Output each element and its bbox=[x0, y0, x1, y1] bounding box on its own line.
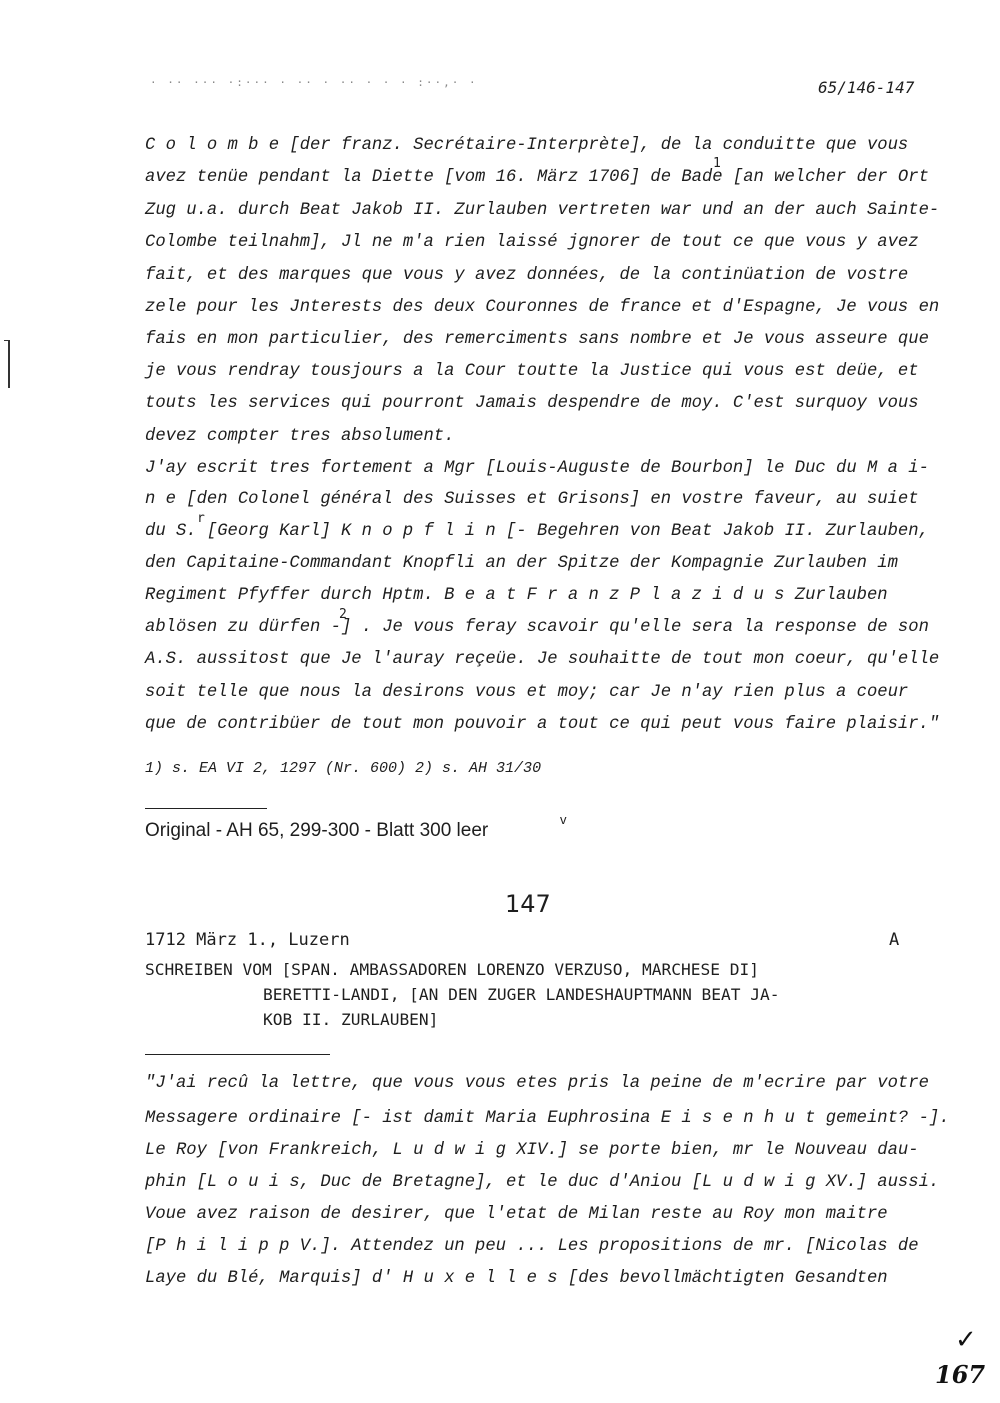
footnote-marker: 2 bbox=[339, 607, 347, 622]
body-line: devez compter tres absolument. bbox=[145, 427, 455, 446]
scan-margin-mark bbox=[4, 340, 10, 341]
body-line: phin [L o u i s, Duc de Bretagne], et le duc d'Aniou [L u d w i g XV.] aussi. bbox=[145, 1173, 940, 1192]
footnotes: 1) s. EA VI 2, 1297 (Nr. 600) 2) s. AH 31/30 bbox=[145, 760, 542, 777]
body-line: "J'ai recû la lettre, que vous vous etes pris la peine de m'ecrire par votre bbox=[145, 1074, 929, 1093]
scan-margin-mark bbox=[8, 340, 10, 388]
handwritten-checkmark: ✓ bbox=[955, 1325, 977, 1355]
title-line: BERETTI-LANDI, [AN DEN ZUGER LANDESHAUPTMANN BEAT JA- bbox=[263, 985, 780, 1004]
document-reference: 65/146-147 bbox=[818, 78, 915, 97]
body-line: touts les services qui pourront Jamais despendre de moy. C'est surquoy vous bbox=[145, 394, 919, 413]
document-number: 147 bbox=[505, 890, 551, 918]
body-line: Le Roy [von Frankreich, L u d w i g XIV.] se porte bien, mr le Nouveau dau- bbox=[145, 1141, 919, 1160]
body-line: A.S. aussitost que Je l'auray reçeüe. Je souhaitte de tout mon coeur, qu'elle bbox=[145, 650, 940, 669]
body-line: Messagere ordinaire [- ist damit Maria Euphrosina E i s e n h u t gemeint? -]. bbox=[145, 1109, 950, 1128]
separator-rule bbox=[145, 808, 267, 809]
title-line: KOB II. ZURLAUBEN] bbox=[263, 1010, 439, 1029]
date-place: 1712 März 1., Luzern bbox=[145, 930, 350, 950]
footnote-marker: 1 bbox=[713, 156, 721, 171]
body-line: [P h i l i p p V.]. Attendez un peu ... Les propositions de mr. [Nicolas de bbox=[145, 1237, 919, 1256]
body-line: Regiment Pfyffer durch Hptm. B e a t F r a n z P l a z i d u s Zurlauben bbox=[145, 586, 888, 605]
body-line: den Capitaine-Commandant Knopfli an der Spitze der Kompagnie Zurlauben im bbox=[145, 554, 898, 573]
body-line: Laye du Blé, Marquis] d' H u x e l l e s [des bevollmächtigten Gesandten bbox=[145, 1269, 888, 1288]
body-line: J'ay escrit tres fortement a Mgr [Louis-Auguste de Bourbon] le Duc du M a i- bbox=[145, 459, 929, 478]
document-type-letter: A bbox=[889, 930, 900, 950]
handwritten-page-number: 167 bbox=[935, 1360, 986, 1389]
body-line: soit telle que nous la desirons vous et moy; car Je n'ay rien plus a coeur bbox=[145, 683, 909, 702]
scan-noise: · ·· ··· ·:··· · ·· · ·· · · · :··,· · bbox=[150, 76, 478, 89]
body-line: fais en mon particulier, des remerciments sans nombre et Je vous asseure que bbox=[145, 330, 929, 349]
original-source-line: Original - AH 65, 299-300 - Blatt 300 leer bbox=[145, 820, 489, 841]
body-line: que de contribüer de tout mon pouvoir a tout ce qui peut vous faire plaisir." bbox=[145, 715, 940, 734]
body-line: zele pour les Jnterests des deux Couronnes de france et d'Espagne, Je vous en bbox=[145, 298, 940, 317]
body-line: je vous rendray tousjours a la Cour toutte la Justice qui vous est deüe, et bbox=[145, 362, 919, 381]
body-line: Colombe teilnahm], Jl ne m'a rien laissé jgnorer de tout ce que vous y avez bbox=[145, 233, 919, 252]
body-line: C o l o m b e [der franz. Secrétaire-Interprète], de la conduitte que vous bbox=[145, 136, 909, 155]
body-line: n e [den Colonel général des Suisses et Grisons] en vostre faveur, au suiet bbox=[145, 490, 919, 509]
body-line: fait, et des marques que vous y avez données, de la continüation de vostre bbox=[145, 266, 909, 285]
title-line: SCHREIBEN VOM [SPAN. AMBASSADOREN LORENZO VERZUSO, MARCHESE DI] bbox=[145, 960, 759, 979]
body-line: Voue avez raison de desirer, que l'etat de Milan reste au Roy mon maitre bbox=[145, 1205, 888, 1224]
body-line: Zug u.a. durch Beat Jakob II. Zurlauben vertreten war und an der auch Sainte- bbox=[145, 201, 940, 220]
body-line: ablösen zu dürfen -] . Je vous feray scavoir qu'elle sera la response de son bbox=[145, 618, 929, 637]
superscript-v: v bbox=[560, 812, 567, 827]
body-line: avez tenüe pendant la Diette [vom 16. März 1706] de Bade [an welcher der Ort bbox=[145, 168, 929, 187]
superscript-r: r bbox=[197, 511, 205, 526]
separator-rule bbox=[145, 1054, 330, 1055]
body-line: du S. [Georg Karl] K n o p f l i n [- Begehren von Beat Jakob II. Zurlauben, bbox=[145, 522, 929, 541]
